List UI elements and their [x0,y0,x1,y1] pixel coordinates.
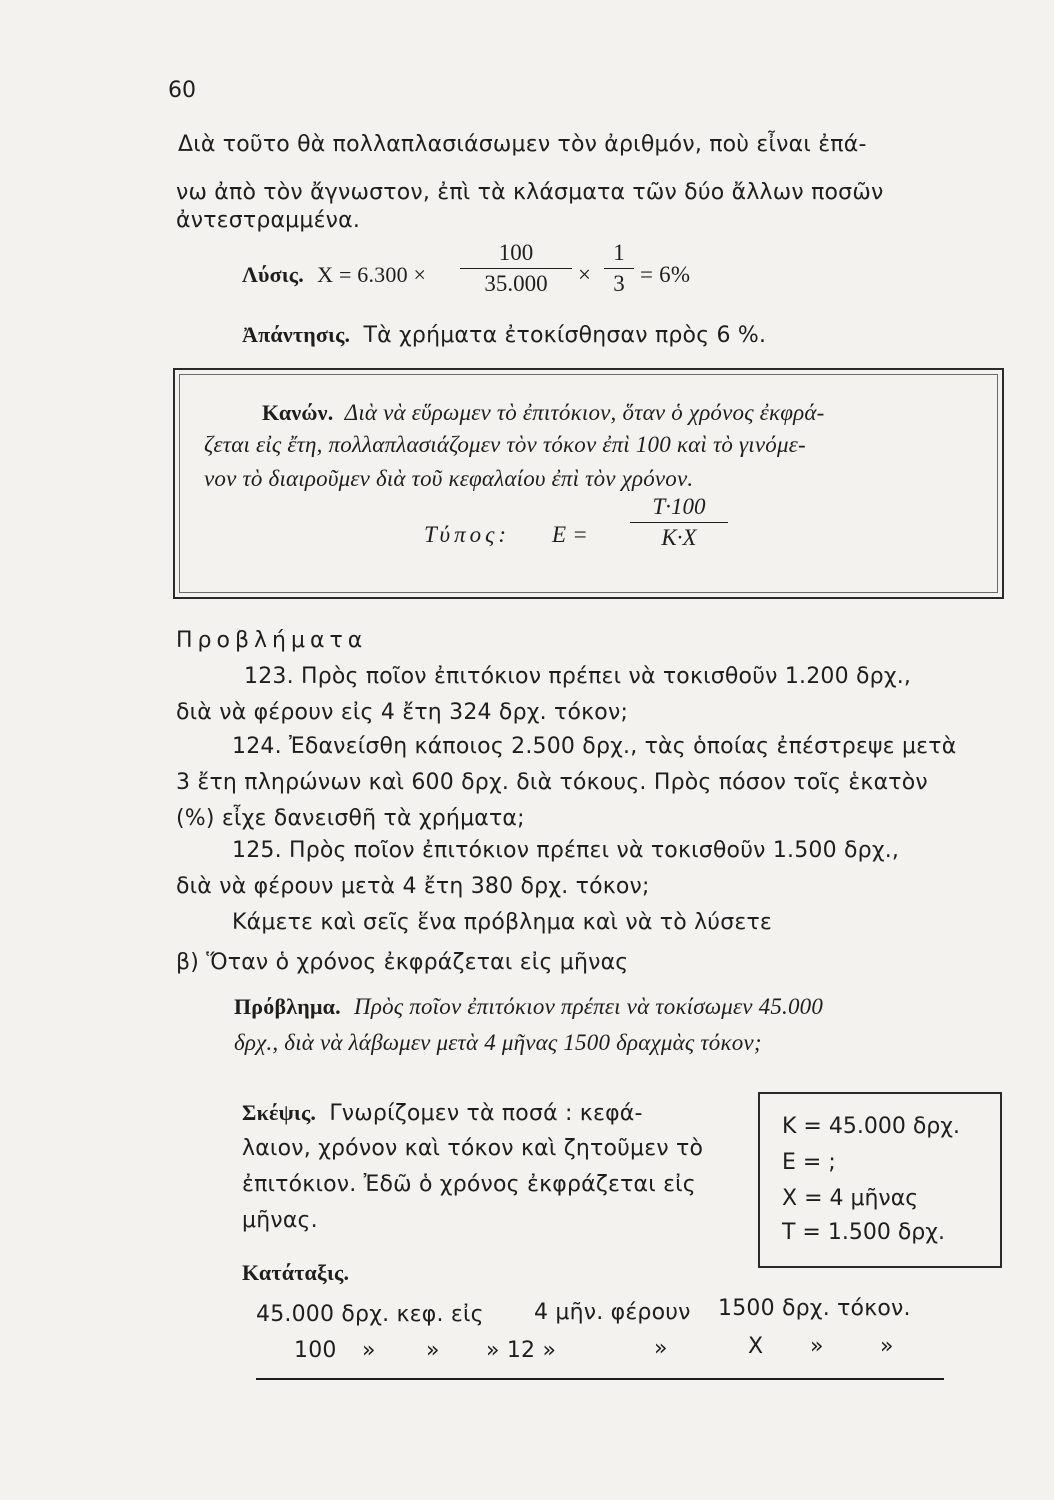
problem-label: Πρόβλημα. [234,994,341,1019]
given-data-box [758,1092,1002,1268]
problem-123-line-1: 123. Πρὸς ποῖον ἐπιτόκιον πρέπει νὰ τοκισθοῦν 1.200 δρχ., [244,664,912,689]
thought-line-4: μῆνας. [242,1208,318,1233]
thought-line-2: λαιον, χρόνον καὶ τόκον καὶ ζητοῦμεν τὸ [242,1136,704,1161]
given-e: E = ; [782,1150,836,1175]
problem-125-line-2: διὰ νὰ φέρουν μετὰ 4 ἔτη 380 δρχ. τόκον; [176,874,650,899]
given-x: X = 4 μῆνας [782,1186,919,1211]
intro-line-1: Διὰ τοῦτο θὰ πολλαπλασιάσωμεν τὸν ἀριθμόν, ποὺ εἶναι ἐπά- [178,132,867,157]
thought-line-1 [242,1100,643,1126]
answer-line [242,322,766,348]
arrangement-row-2-e: » [654,1336,668,1361]
problem-123-line-2: διὰ νὰ φέρουν εἰς 4 ἔτη 324 δρχ. τόκον; [176,700,629,725]
problem-line-1 [234,994,823,1020]
make-own-problem: Κάμετε καὶ σεῖς ἕνα πρόβλημα καὶ νὰ τὸ λύσετε [232,910,772,935]
fraction-denominator: 35.000 [484,271,548,296]
rule-line-1 [262,400,825,426]
problem-125-line-1: 125. Πρὸς ποῖον ἐπιτόκιον πρέπει νὰ τοκισθοῦν 1.500 δρχ., [232,838,900,863]
arrangement-row-1-a: 45.000 δρχ. κεφ. εἰς [256,1302,484,1327]
intro-line-3: ἀντεστραμμένα. [176,208,361,233]
problem-124-line-2: 3 ἔτη πληρώνων καὶ 600 δρχ. διὰ τόκους. Πρὸς πόσον τοῖς ἑκατὸν [176,770,928,795]
fraction-denominator: 3 [613,271,625,296]
arrangement-row-1-c: 1500 δρχ. τόκον. [718,1296,911,1321]
arrangement-row-2-g: » [810,1334,824,1359]
arrangement-row-2-a: 100 [294,1338,337,1363]
rule-line-3: νον τὸ διαιροῦμεν διὰ τοῦ κεφαλαίου ἐπὶ τὸν χρόνον. [204,466,694,491]
arrangement-row-2-b: » [362,1338,376,1363]
arrangement-underline [256,1378,944,1380]
problems-heading: Προβλήματα [176,628,368,653]
fraction-numerator: 1 [604,240,634,269]
page-number: 60 [168,78,196,103]
arrangement-row-2-f: X [748,1334,764,1359]
solution-times: × [578,262,592,287]
rule-text-1: Διὰ νὰ εὕρωμεν τὸ ἐπιτόκιον, ὅταν ὁ χρόνος ἐκφρά- [344,400,825,425]
solution-lhs: X = 6.300 × [317,262,427,287]
given-t: T = 1.500 δρχ. [782,1220,945,1245]
answer-text: Τὰ χρήματα ἐτοκίσθησαν πρὸς 6 %. [363,323,767,348]
solution-label: Λύσις. [242,262,304,287]
solution-result: = 6% [640,262,691,287]
problem-124-line-1: 124. Ἐδανείσθη κάποιος 2.500 δρχ., τὰς ὁποίας ἐπέστρεψε μετὰ [232,734,957,759]
problem-124-line-3: (%) εἶχε δανεισθῆ τὰ χρήματα; [176,806,525,831]
answer-label: Ἀπάντησις. [242,322,351,347]
arrangement-row-2-d: » 12 » [486,1338,557,1363]
fraction-1-3 [604,240,634,297]
intro-line-2: νω ἀπὸ τὸν ἄγνωστον, ἐπὶ τὰ κλάσματα τῶν δύο ἄλλων ποσῶν [176,180,884,205]
arrangement-row-2-c: » [426,1338,440,1363]
problem-text-1: Πρὸς ποῖον ἐπιτόκιον πρέπει νὰ τοκίσωμεν 45.000 [354,994,824,1019]
formula-numerator: T·100 [630,494,728,523]
thought-label: Σκέψις. [242,1100,317,1125]
formula-fraction [630,494,728,551]
given-k: K = 45.000 δρχ. [782,1114,960,1139]
problem-line-2: δρχ., διὰ νὰ λάβωμεν μετὰ 4 μῆνας 1500 δραχμὰς τόκον; [234,1030,762,1055]
section-b-heading: β) Ὅταν ὁ χρόνος ἐκφράζεται εἰς μῆνας [176,950,629,975]
formula-label: Τύπος: [424,522,511,547]
thought-text-1: Γνωρίζομεν τὰ ποσά : κεφά- [329,1101,643,1126]
rule-line-2: ζεται εἰς ἔτη, πολλαπλασιάζομεν τὸν τόκον ἐπὶ 100 καὶ τὸ γινόμε- [204,432,806,457]
fraction-100-35000 [460,240,572,297]
arrangement-row-1-b: 4 μῆν. φέρουν [534,1300,691,1325]
rule-label: Κανών. [262,400,334,425]
arrangement-label: Κατάταξις. [242,1260,350,1285]
fraction-numerator: 100 [460,240,572,269]
thought-line-3: ἐπιτόκιον. Ἐδῶ ὁ χρόνος ἐκφράζεται εἰς [242,1172,696,1197]
solution-line [242,262,426,288]
formula-lhs: E = [552,522,588,547]
arrangement-row-2-h: » [880,1334,894,1359]
formula-denominator: K·X [661,525,697,550]
